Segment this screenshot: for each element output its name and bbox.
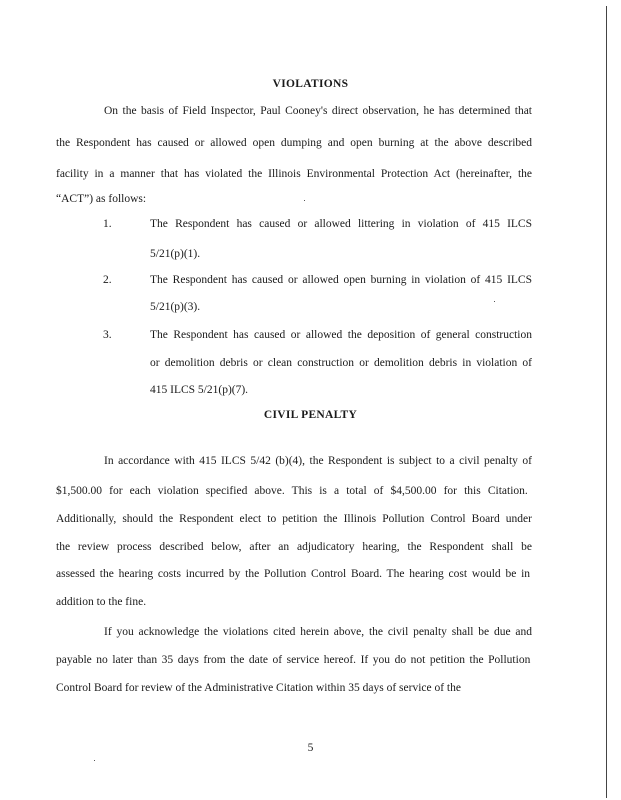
item-number: 3. bbox=[103, 329, 112, 341]
item-line: The Respondent has caused or allowed the deposition of general construction bbox=[150, 329, 532, 341]
penalty-line: payable no later than 35 days from the date of service hereof. If you do not petition the Pollution bbox=[56, 654, 531, 666]
penalty-line: Control Board for review of the Administrative Citation within 35 days of service of the bbox=[56, 682, 461, 694]
intro-line: “ACT”) as follows: bbox=[56, 193, 147, 205]
intro-line: the Respondent has caused or allowed open dumping and open burning at the above described bbox=[56, 137, 532, 149]
item-line: 5/21(p)(1). bbox=[150, 248, 201, 260]
item-line: The Respondent has caused or allowed open burning in violation of 415 ILCS bbox=[150, 274, 532, 286]
intro-line: facility in a manner that has violated the Illinois Environmental Protection Act (hereinafter, the bbox=[56, 168, 532, 180]
item-number: 2. bbox=[103, 274, 112, 286]
violations-heading: VIOLATIONS bbox=[272, 78, 349, 90]
penalty-line: Additionally, should the Respondent elect to petition the Illinois Pollution Control Board under bbox=[56, 513, 532, 525]
item-line: 415 ILCS 5/21(p)(7). bbox=[150, 384, 249, 396]
scan-speck bbox=[304, 200, 305, 201]
penalty-line: If you acknowledge the violations cited herein above, the civil penalty shall be due and bbox=[104, 626, 532, 638]
page-number: 5 bbox=[307, 742, 314, 754]
page-edge-line bbox=[606, 6, 607, 798]
item-line: 5/21(p)(3). bbox=[150, 301, 201, 313]
scan-speck bbox=[494, 301, 495, 302]
penalty-line: In accordance with 415 ILCS 5/42 (b)(4), the Respondent is subject to a civil penalty of bbox=[104, 455, 532, 467]
penalty-line: the review process described below, after an adjudicatory hearing, the Respondent shall be bbox=[56, 541, 532, 553]
penalty-line: assessed the hearing costs incurred by the Pollution Control Board. The hearing cost would be in bbox=[56, 568, 531, 580]
intro-line: On the basis of Field Inspector, Paul Cooney's direct observation, he has determined that bbox=[104, 105, 532, 117]
civil-penalty-heading: CIVIL PENALTY bbox=[263, 409, 358, 421]
scan-speck bbox=[94, 760, 95, 761]
item-number: 1. bbox=[103, 218, 112, 230]
item-line: or demolition debris or clean construction or demolition debris in violation of bbox=[150, 357, 532, 369]
item-line: The Respondent has caused or allowed littering in violation of 415 ILCS bbox=[150, 218, 532, 230]
penalty-line: $1,500.00 for each violation specified above. This is a total of $4,500.00 for this Citation. bbox=[56, 485, 528, 497]
penalty-line: addition to the fine. bbox=[56, 596, 147, 608]
